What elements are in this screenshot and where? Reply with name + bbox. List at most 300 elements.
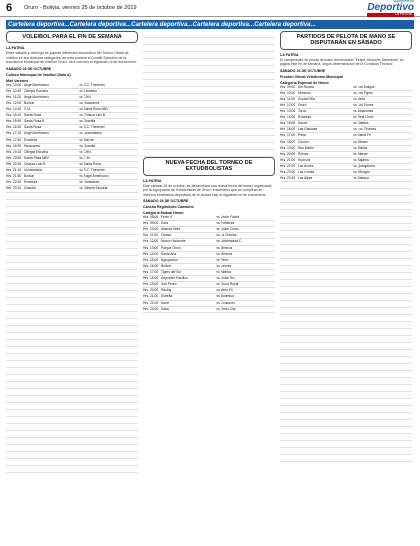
fixture-row-placeholder [6, 207, 138, 214]
versus: vs [79, 180, 83, 185]
versus: vs [216, 300, 220, 305]
intro-text: El campeonato de pelota de mano denominado "Felipe Yanyaver Sarmiento" se jugará este fin de semana, según determinación de la Comisión Técnica: [280, 57, 404, 67]
versus: vs [79, 88, 83, 93]
dateline: Oruro - Bolivia, viernes 25 de octubre de 2019 [24, 5, 137, 11]
home-team: Santa Rosa [24, 113, 42, 118]
fixture-row-placeholder [6, 340, 138, 347]
away-team: Universitario [83, 131, 102, 136]
versus: vs [216, 221, 220, 226]
home-team: Norte [161, 300, 170, 305]
versus: vs [79, 106, 83, 111]
versus: vs [79, 155, 83, 160]
match-time: Hrs. 15:00 [280, 121, 296, 126]
match-time: Hrs. 18:00 [143, 276, 159, 281]
away-team: S.C. Thevenet [83, 168, 105, 173]
match-time: Hrs. 22:00 [143, 300, 159, 305]
fixture-row-placeholder [6, 326, 138, 333]
match-time: Hrs. 17:00 [143, 269, 159, 274]
fixture-list-top [143, 31, 275, 157]
versus: vs [79, 119, 83, 124]
fixture-row-placeholder [280, 196, 412, 203]
versus: vs [216, 227, 220, 232]
away-team: Universidad C [220, 239, 242, 244]
versus: vs [353, 164, 357, 169]
fixture-row-placeholder [6, 200, 138, 207]
match-time: Hrs. 11:00 [280, 96, 295, 101]
versus: vs [216, 233, 220, 238]
home-team: Nuevo Horizonte [161, 239, 186, 244]
fixture-list [280, 85, 412, 183]
match-time: Hrs. 21:00 [143, 294, 159, 299]
versus: vs [353, 170, 357, 175]
fixture-row-placeholder [6, 410, 138, 417]
match-time: Hrs. 13:00 [280, 109, 296, 114]
home-team: Toros [298, 109, 307, 114]
versus: vs [353, 109, 357, 114]
away-team: Guardia [83, 119, 96, 124]
home-team: Ciriaco [161, 233, 172, 238]
match-time: Hrs. 22:00 [280, 164, 296, 169]
home-team: Bolívar [24, 100, 35, 105]
fixture-row-placeholder [6, 270, 138, 277]
versus: vs [79, 174, 83, 179]
home-team: San Martín [298, 145, 315, 150]
fixture-row-placeholder [6, 347, 138, 354]
intro-text: Este sábado 26 de octubre, se desarrollará una nueva fecha del torneo organizado por la Agrupación de Extutbolistas de Oruro, encuentros que se cumplirán en diversos escenarios deportivos de la ciudad bajo el siguiente rol de encuentros: [143, 183, 272, 197]
versus: vs [79, 168, 83, 173]
home-team: Huracanes [24, 143, 40, 148]
fixture-row-placeholder [6, 431, 138, 438]
venue-heading: Frontón Oficial Velódromo Municipal [280, 74, 343, 79]
match-time: Hrs. 15:00 [143, 257, 159, 262]
away-team: Ángel Americano [83, 174, 109, 179]
away-team: Fénix [220, 257, 229, 262]
away-team: La Chimba [220, 233, 237, 238]
fixture-row-placeholder [280, 315, 412, 322]
fixture-row-placeholder [143, 73, 275, 80]
versus: vs [216, 239, 220, 244]
fixture-row-placeholder [280, 406, 412, 413]
columns [0, 31, 420, 543]
away-team: Amazonas [357, 109, 374, 114]
away-team: Oruro Royal [220, 282, 239, 287]
headline: VOLEIBOL PARA EL FIN DE SEMANA [22, 34, 122, 40]
away-team: Excelsior [83, 88, 97, 93]
versus: vs [216, 263, 220, 268]
away-team: Leones [220, 263, 232, 268]
match-time: Hrs. 15:10 [6, 113, 22, 118]
fixture-row-placeholder [280, 413, 412, 420]
fixture-row-placeholder [6, 249, 138, 256]
away-team: S.C. Thevenet [83, 125, 105, 130]
fixture-row-placeholder [6, 256, 138, 263]
fixture-list-continued [6, 193, 138, 473]
home-team: Huanuni [298, 157, 311, 162]
home-team: Sauce [298, 121, 308, 126]
match-time: Hrs. 23:30 [280, 176, 296, 181]
fixture-row-placeholder [143, 129, 275, 136]
fixture-row-placeholder [280, 420, 412, 427]
headline: PARTIDOS DE PELOTA DE MANO SE DISPUTARÁN EN SÁBADO [296, 34, 396, 47]
venue-heading: Coliseo Municipal de Voleibol (Sala A) [6, 72, 71, 77]
versus: vs [216, 251, 220, 256]
versus: vs [79, 143, 83, 148]
fixture-row-placeholder [6, 361, 138, 368]
match-time: Hrs. 17:10 [6, 131, 22, 136]
versus: vs [353, 84, 357, 89]
home-team: Las Lomas [298, 170, 315, 175]
away-team: Huracanes [83, 100, 100, 105]
match-time: Hrs. 23:10 [6, 186, 22, 191]
home-team: Ángel Americano [24, 131, 49, 136]
fixture-list [6, 83, 138, 193]
home-team: Estrella [161, 294, 172, 299]
home-team: Ángel Americano [24, 82, 49, 87]
home-team: Excelsior [24, 180, 38, 185]
away-team: Santa Rosa [83, 161, 101, 166]
fixture-row-placeholder [6, 396, 138, 403]
fixture-row-placeholder [280, 322, 412, 329]
away-team: Real Oruro [357, 115, 374, 120]
away-team: Los Charcas [357, 127, 377, 132]
match-time: Hrs. 17:50 [6, 137, 22, 142]
away-team: Chasca Lalo B [83, 113, 105, 118]
fixture-row-placeholder [6, 312, 138, 319]
fixture-row-placeholder [6, 263, 138, 270]
fixture-row-placeholder [6, 228, 138, 235]
home-team: Ángel Americano [24, 94, 49, 99]
fixture-row-placeholder [280, 448, 412, 455]
headline-box-voleibol [6, 31, 138, 43]
match-time: Hrs. 20:00 [280, 151, 296, 156]
fixture-row-placeholder [6, 466, 138, 473]
fixture-row-placeholder [6, 291, 138, 298]
versus: vs [353, 96, 357, 101]
away-team: Los Tigres [357, 90, 373, 95]
away-team: Vikingos [357, 170, 370, 175]
away-team: Santa Fe [357, 133, 371, 138]
day-heading: SÁBADO 26 DE OCTUBRE [280, 68, 326, 73]
column-voleibol [6, 31, 138, 543]
home-team: Olimpia Escuela [24, 149, 48, 154]
cartelera-ribbon: Cartelera deportiva...Cartelera deportiva...Cartelera deportiva...Cartelera deportiva...Cartelera deportiva... [6, 20, 414, 29]
versus: vs [353, 133, 357, 138]
away-team: Atenas [357, 151, 368, 156]
fixture-row-placeholder [6, 193, 138, 200]
fixture-row-placeholder [280, 217, 412, 224]
source-label: LA PATRIA [6, 46, 25, 51]
versus: vs [79, 186, 83, 191]
home-team: Deportivo Pacífico [161, 276, 188, 281]
home-team: Las Gaviotas [298, 127, 318, 132]
home-team: Ciudad Mia [298, 96, 315, 101]
match-time: Hrs. 16:00 [280, 127, 296, 132]
fixture-row-placeholder [280, 308, 412, 315]
home-team: Chasca Lalo B [24, 161, 46, 166]
logo-name: Deportivo [367, 2, 414, 14]
home-team: Universitario [24, 168, 43, 173]
fixture-row-placeholder [280, 266, 412, 273]
match-time: Hrs. 15:50 [6, 119, 22, 124]
match-time: Hrs. 09:00 [143, 221, 159, 226]
fixture-row-placeholder [143, 38, 275, 45]
away-team: Bolívar [83, 137, 94, 142]
fixture-row-placeholder [280, 427, 412, 434]
versus: vs [353, 157, 357, 162]
away-team: Los Amigos [357, 84, 375, 89]
fixture-row-placeholder [6, 382, 138, 389]
source-label: LA PATRIA [143, 178, 162, 183]
versus: vs [216, 269, 220, 274]
versus: vs [79, 113, 83, 118]
fixture-row-placeholder [280, 189, 412, 196]
versus: vs [216, 282, 220, 287]
away-team: Juventud [220, 294, 234, 299]
source-label: LA PATRIA [280, 52, 299, 57]
deportivo-logo [367, 0, 414, 17]
match-time: Hrs. 10:40 [6, 88, 22, 93]
fixture-row-placeholder [280, 378, 412, 385]
column-pelota-mano [280, 31, 412, 543]
fixture-row-placeholder [143, 150, 275, 157]
fixture-row-placeholder [143, 143, 275, 150]
home-team: Dota [161, 221, 168, 226]
home-team: Los Andes [298, 164, 314, 169]
fixture-row-placeholder [6, 403, 138, 410]
fixture-row-placeholder [143, 59, 275, 66]
fixture-row-placeholder [6, 452, 138, 459]
fixture-row-placeholder [280, 252, 412, 259]
match-time: Hrs. 17:00 [280, 133, 296, 138]
home-team: Alianza Vinto [161, 227, 181, 232]
match-time: Hrs. 22:30 [6, 180, 22, 185]
match-time: Hrs. 13:00 [143, 245, 159, 250]
fixture-row-placeholder [6, 235, 138, 242]
fixture-row-placeholder [280, 434, 412, 441]
match-time: Hrs. 14:00 [280, 115, 296, 120]
versus: vs [216, 306, 220, 311]
match-time: Hrs. 10:00 [280, 90, 296, 95]
versus: vs [353, 139, 357, 144]
fixture-row-placeholder [143, 52, 275, 59]
fixture-row-placeholder [6, 417, 138, 424]
match-time: Hrs. 12:00 [143, 239, 159, 244]
away-team: Bolivia [357, 145, 368, 150]
home-team: Bolívar [161, 263, 172, 268]
home-team: Excelsior [24, 137, 38, 142]
match-time: Hrs. 12:00 [280, 102, 296, 107]
versus: vs [79, 131, 83, 136]
home-team: San Pedro [161, 282, 177, 287]
headline-box-pelota [280, 31, 412, 50]
match-time: Hrs. 19:00 [280, 145, 296, 150]
versus: vs [79, 125, 83, 130]
away-team: Quirquincho [357, 164, 376, 169]
versus: vs [353, 151, 357, 156]
away-team: Fortaleza [220, 221, 235, 226]
versus: vs [353, 121, 357, 126]
versus: vs [216, 214, 220, 219]
versus: vs [216, 288, 220, 293]
fixture-row-placeholder [6, 438, 138, 445]
match-time: Hrs. 23:00 [280, 170, 296, 175]
versus: vs [353, 176, 357, 181]
fixture-list-continued [280, 182, 412, 462]
away-team: Unión Fútbol [220, 214, 240, 219]
fixture-row-placeholder [280, 210, 412, 217]
away-team: Atlético [220, 269, 232, 274]
home-team: Morenos [298, 90, 311, 95]
home-team: Saba [161, 306, 169, 311]
page-header [0, 0, 420, 17]
fixture-row-placeholder [143, 136, 275, 143]
versus: vs [353, 102, 357, 107]
home-team: Agrupación [161, 257, 178, 262]
match-time: Hrs. 10:00 [6, 82, 22, 87]
fixture-row-placeholder [143, 45, 275, 52]
versus: vs [353, 115, 357, 120]
fixture-row-placeholder [280, 364, 412, 371]
fixture-row-placeholder [280, 294, 412, 301]
versus: vs [216, 294, 220, 299]
fixture-row-placeholder [280, 441, 412, 448]
fixture-row-placeholder [280, 329, 412, 336]
fixture-row-placeholder [280, 357, 412, 364]
fixture-row-placeholder [143, 101, 275, 108]
match-time: Hrs. 14:30 [6, 106, 22, 111]
away-team: C.M. [83, 155, 91, 160]
fixture-row-placeholder [143, 122, 275, 129]
match-time: Hrs. 21:10 [6, 168, 22, 173]
match-time: Hrs. 18:00 [280, 139, 296, 144]
page-number: 6 [6, 2, 13, 14]
home-team: Santa Ana [161, 251, 177, 256]
fixture-row-placeholder [143, 80, 275, 87]
match-time: Hrs. 23:00 [143, 306, 159, 311]
home-team: Santa Rosa [24, 125, 42, 130]
home-team: Olimpia Escuela [24, 88, 48, 93]
home-team: Tigres del Sur [161, 269, 182, 274]
home-team: Los Alpes [298, 176, 313, 181]
home-team: Racing [161, 288, 172, 293]
away-team: Unión Crosu [220, 227, 239, 232]
fixture-row-placeholder [6, 333, 138, 340]
away-team: Illimani [357, 139, 368, 144]
away-team: Oruro City [220, 306, 236, 311]
versus: vs [79, 94, 83, 99]
home-team: Fénix II [161, 214, 172, 219]
fixture-row-placeholder [280, 301, 412, 308]
fixture-row-placeholder [280, 343, 412, 350]
away-team: Vinto [357, 96, 365, 101]
fixture-row-placeholder [6, 298, 138, 305]
versus: vs [216, 245, 220, 250]
match-time: Hrs. 20:30 [6, 161, 22, 166]
fixture-row-placeholder [6, 214, 138, 221]
fixture-row-placeholder [280, 259, 412, 266]
away-team: Vinto FC [220, 288, 234, 293]
logo-band: LA PATRIA [367, 13, 414, 17]
fixture-row-placeholder [143, 66, 275, 73]
versus: vs [79, 82, 83, 87]
versus: vs [79, 161, 83, 166]
headline-box-extutbolistas [143, 157, 275, 176]
match-time: Hrs. 19:50 [6, 155, 22, 160]
fixture-row-placeholder [280, 350, 412, 357]
versus: vs [353, 90, 357, 95]
fixture-row-placeholder [280, 245, 412, 252]
fixture-row-placeholder [280, 455, 412, 462]
away-team: Mineros [220, 245, 233, 250]
away-team: Santa Rosa NBV [83, 106, 109, 111]
day-heading: SÁBADO 26 DE OCTUBRE [6, 66, 52, 71]
fixture-row-placeholder [280, 280, 412, 287]
match-time: Hrs. 20:00 [143, 288, 159, 293]
away-team: CHN [83, 94, 91, 99]
fixture-row-placeholder [280, 392, 412, 399]
home-team: C.M. [24, 106, 31, 111]
fixture-row-placeholder [280, 273, 412, 280]
fixture-row-placeholder [6, 389, 138, 396]
category-heading: Categoría Especial de Honor [280, 80, 329, 85]
versus: vs [353, 145, 357, 150]
home-team: Cóndor [298, 139, 309, 144]
day-heading: SÁBADO 26 DE OCTUBRE [143, 198, 189, 203]
away-team: Sajama [357, 157, 369, 162]
fixture-row-placeholder [6, 319, 138, 326]
fixture-row-placeholder [143, 108, 275, 115]
away-team: Unión Sur [220, 276, 236, 281]
versus: vs [79, 149, 83, 154]
match-time: Hrs. 18:30 [6, 143, 22, 148]
fixture-row-placeholder [280, 287, 412, 294]
match-time: Hrs. 12:00 [6, 100, 22, 105]
match-time: Hrs. 19:00 [143, 282, 159, 287]
away-team: Guardia [83, 143, 96, 148]
fixture-row-placeholder [280, 224, 412, 231]
fixture-row-placeholder [6, 459, 138, 466]
versus: vs [79, 100, 83, 105]
away-team: Sabaya [357, 176, 369, 181]
home-team: Bolívar [24, 174, 35, 179]
fixture-list [143, 215, 275, 313]
home-team: Santa Rosa B [24, 119, 45, 124]
headline: NUEVA FECHA DEL TORNEO DE EXTUDBOLISTAS [165, 160, 253, 173]
fixture-row-placeholder [280, 336, 412, 343]
fixture-row-placeholder [143, 87, 275, 94]
fixture-row-placeholder [280, 238, 412, 245]
match-time: Hrs. 16:00 [143, 263, 159, 268]
away-team: CHN [83, 149, 91, 154]
fixture-row-placeholder [6, 242, 138, 249]
home-team: Sin Rumbo [298, 84, 315, 89]
home-team: Guardia [24, 186, 36, 191]
away-team: Cóndores [220, 300, 235, 305]
match-time: Hrs. 11:00 [143, 233, 158, 238]
away-team: Los Tomas [357, 102, 374, 107]
away-team: S.C. Thevenet [83, 82, 105, 87]
fixture-row-placeholder [6, 424, 138, 431]
versus: vs [216, 276, 220, 281]
match-time: Hrs. 08:00 [143, 214, 159, 219]
away-team: Diablos [357, 121, 369, 126]
versus: vs [353, 127, 357, 132]
match-time: Hrs. 11:20 [6, 94, 21, 99]
home-team: Pumas [298, 151, 309, 156]
logo-supplement-text: Suplemento [392, 0, 414, 4]
category-heading: Categoría Mutual Honor [143, 210, 184, 215]
fixture-row-placeholder [6, 375, 138, 382]
